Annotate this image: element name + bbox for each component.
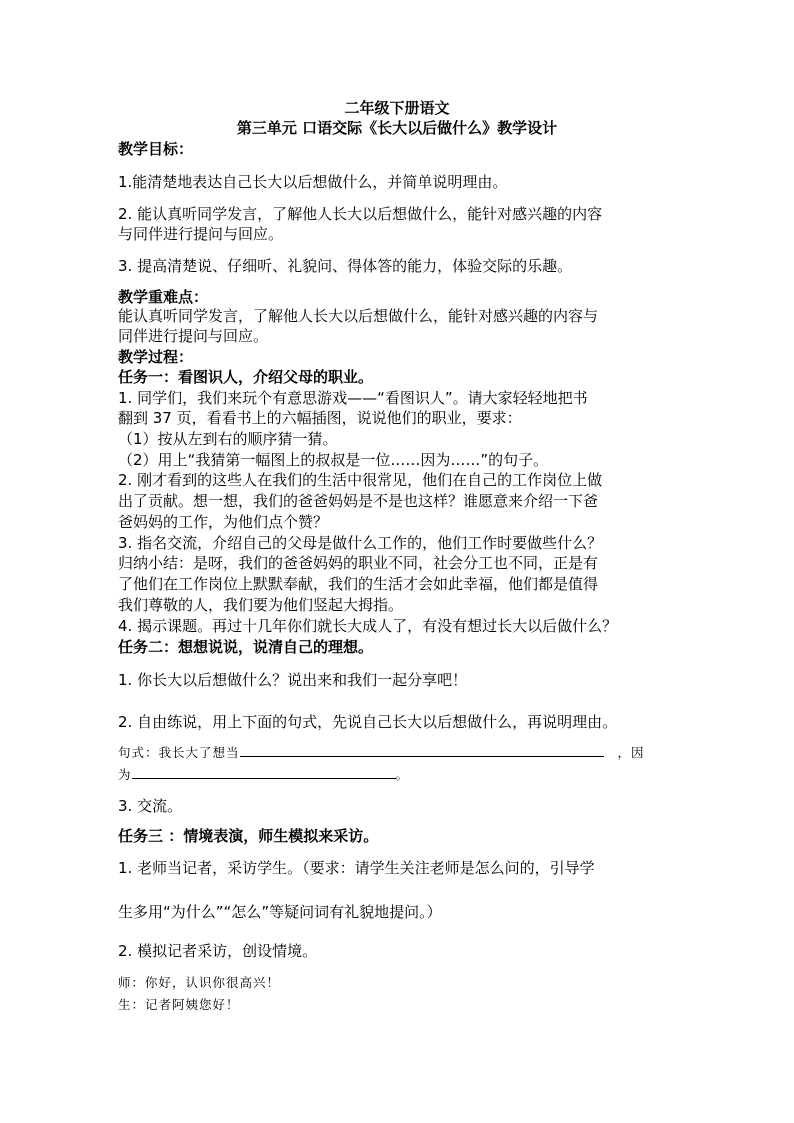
pattern-line2-prefix: 为 <box>118 767 132 782</box>
task1-line: 1. 同学们，我们来玩个有意思游戏——“看图识人”。请大家轻轻地把书 <box>118 389 588 407</box>
task1-line: 4. 揭示课题。再过十几年你们就长大成人了，有没有想过长大以后做什么？ <box>118 617 618 635</box>
task2-item-3: 3. 交流。 <box>118 797 183 815</box>
pattern-prefix: 句式：我长大了想当 <box>118 745 240 760</box>
sentence-pattern-line-2 <box>118 764 409 785</box>
task1-line: 翻到 37 页，看看书上的六幅插图，说说他们的职业，要求： <box>118 409 522 427</box>
task3-item-2: 2. 模拟记者采访，创设情境。 <box>118 942 318 960</box>
grade-title: 二年级下册语文 <box>344 99 450 117</box>
task3-heading: 任务三 ：情境表演，师生模拟来采访。 <box>118 827 379 845</box>
objective-item-2-line-1: 2. 能认真听同学发言，了解他人长大以后想做什么，能针对感兴趣的内容 <box>118 205 603 223</box>
task3-item-1-line-1: 1. 老师当记者，采访学生。（要求：请学生关注老师是怎么问的，引导学 <box>118 859 595 877</box>
fill-blank-reason <box>132 764 396 779</box>
task1-line: 出了贡献。想一想，我们的爸爸妈妈是不是也这样？谁愿意来介绍一下爸 <box>118 492 599 510</box>
key-points-heading: 教学重难点： <box>118 288 209 306</box>
task1-line: 3. 指名交流，介绍自己的父母是做什么工作的，他们工作时要做些什么？ <box>118 534 603 552</box>
objective-item-1: 1.能清楚地表达自己长大以后想做什么，并简单说明理由。 <box>118 173 508 191</box>
task3-item-1-line-2: 生多用“为什么”“怎么”等疑问词有礼貌地提问。） <box>118 903 442 921</box>
task2-item-1: 1. 你长大以后想做什么？说出来和我们一起分享吧！ <box>118 671 468 689</box>
task1-heading: 任务一：看图识人，介绍父母的职业。 <box>118 368 374 386</box>
pattern-end: 。 <box>395 767 410 782</box>
task2-heading: 任务二：想想说说，说清自己的理想。 <box>118 638 374 656</box>
pattern-mid: ，因 <box>617 745 645 760</box>
dialogue-teacher: 师：你好，认识你很高兴！ <box>118 975 281 990</box>
task1-line: 我们尊敬的人，我们要为他们竖起大拇指。 <box>118 596 404 614</box>
process-heading: 教学过程： <box>118 348 194 366</box>
task1-line: 了他们在工作岗位上默默奉献，我们的生活才会如此幸福，他们都是值得 <box>118 575 599 593</box>
fill-blank-job <box>240 742 604 757</box>
task1-line: （1）按从左到右的顺序猜一猜。 <box>118 430 338 448</box>
task1-line: 归纳小结：是呀，我们的爸爸妈妈的职业不同，社会分工也不同，正是有 <box>118 554 599 572</box>
dialogue-student: 生：记者阿姨您好！ <box>118 997 240 1012</box>
objectives-heading: 教学目标： <box>118 140 194 158</box>
task1-line: 2. 刚才看到的这些人在我们的生活中很常见，他们在自己的工作岗位上做 <box>118 471 603 489</box>
task2-item-2: 2. 自由练说，用上下面的句式，先说自己长大以后想做什么，再说明理由。 <box>118 713 618 731</box>
objective-item-2-line-2: 与同伴进行提问与回应。 <box>118 225 284 243</box>
key-points-line-2: 同伴进行提问与回应。 <box>118 327 269 345</box>
task1-line: 爸妈妈的工作，为他们点个赞？ <box>118 513 329 531</box>
sentence-pattern-line-1 <box>118 742 645 763</box>
lesson-title: 第三单元 口语交际《长大以后做什么》教学设计 <box>236 119 558 137</box>
task1-line: （2）用上“我猜第一幅图上的叔叔是一位……因为……”的句子。 <box>118 451 549 469</box>
key-points-line-1: 能认真听同学发言，了解他人长大以后想做什么，能针对感兴趣的内容与 <box>118 307 599 325</box>
objective-item-3: 3. 提高清楚说、仔细听、礼貌问、得体答的能力，体验交际的乐趣。 <box>118 257 573 275</box>
